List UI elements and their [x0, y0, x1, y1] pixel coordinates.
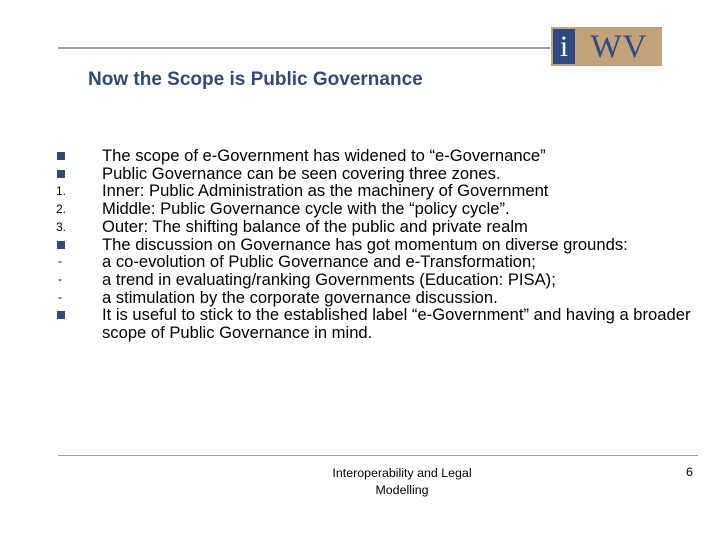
list-item	[56, 253, 696, 271]
list-item	[56, 218, 696, 236]
bottom-divider	[58, 455, 698, 456]
list-number: 1.	[56, 184, 67, 199]
dash-bullet: -	[58, 254, 62, 269]
list-number: 3.	[56, 219, 67, 234]
list-item	[56, 289, 696, 307]
footer-text: Interoperability and Legal Modelling	[332, 466, 472, 497]
dash-bullet: -	[58, 271, 62, 286]
list-item-text: It is useful to stick to the established label “e-Government” and having a broader scope of Public Governance in mind.	[102, 305, 691, 343]
dash-bullet: -	[58, 289, 62, 304]
list-item-text: Inner: Public Administration as the machinery of Government	[102, 181, 549, 201]
list-item-text: The scope of e-Government has widened to “e-Governance”	[102, 146, 546, 165]
logo-i-letter: i	[553, 29, 575, 64]
list-item	[56, 182, 696, 200]
bullet-list	[56, 147, 696, 342]
list-item-text: a stimulation by the corporate governance discussion.	[102, 287, 498, 307]
top-divider	[58, 47, 550, 49]
list-item	[56, 165, 696, 183]
list-item-text: a trend in evaluating/ranking Governments (Education: PISA);	[102, 269, 556, 289]
list-item-text: Public Governance can be seen covering three zones.	[102, 163, 501, 183]
iwv-logo	[551, 27, 662, 66]
list-item-text: Middle: Public Governance cycle with the “policy cycle”.	[102, 199, 510, 219]
page-number: 6	[686, 465, 693, 479]
list-item	[56, 271, 696, 289]
list-item	[56, 306, 696, 341]
list-item-text: a co-evolution of Public Governance and e-Transformation;	[102, 252, 536, 272]
list-item-text: The discussion on Governance has got momentum on diverse grounds:	[102, 234, 628, 254]
logo-wv-letters: WV	[590, 29, 648, 65]
slide-title: Now the Scope is Public Governance	[88, 69, 423, 90]
list-number: 2.	[56, 202, 67, 217]
list-item	[56, 147, 696, 165]
list-item	[56, 200, 696, 218]
list-item	[56, 236, 696, 254]
list-item-text: Outer: The shifting balance of the public and private realm	[102, 216, 528, 236]
